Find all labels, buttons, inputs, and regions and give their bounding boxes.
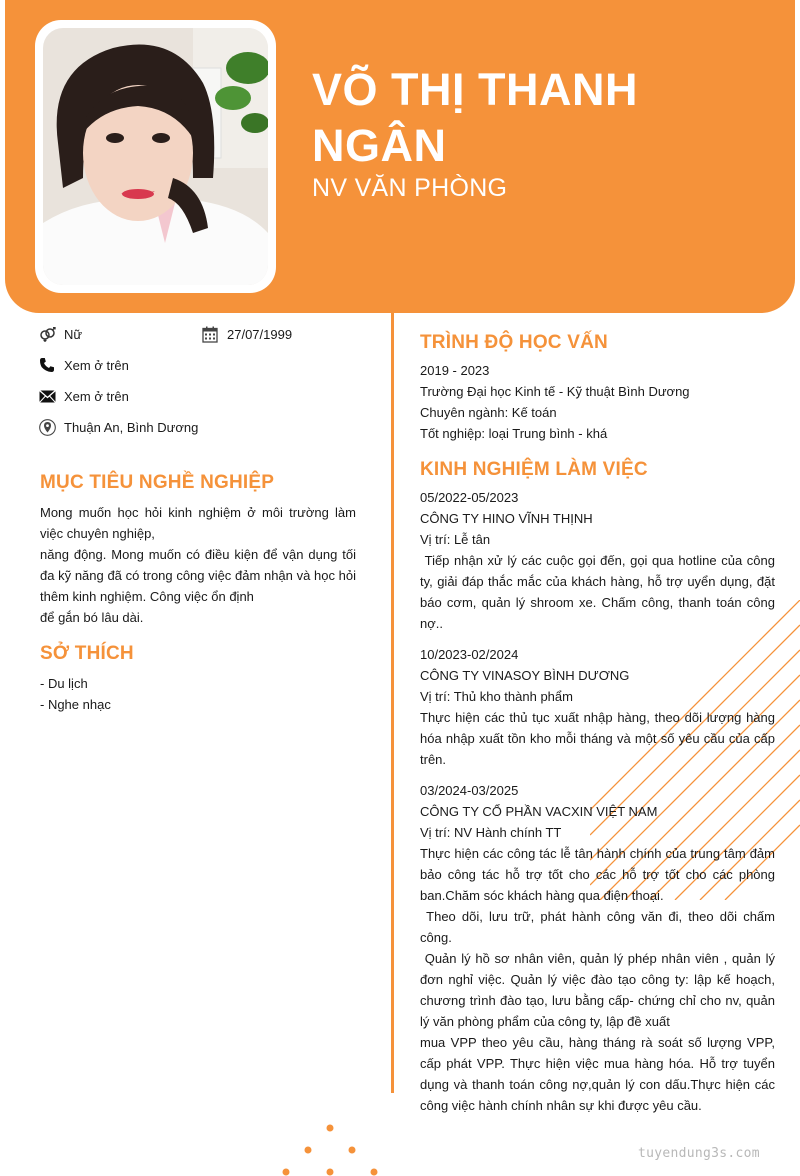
watermark: tuyendung3s.com xyxy=(638,1146,760,1161)
job-detail: Thực hiện các công tác lễ tân hành chính của trung tâm đảm bảo công tác hỗ trợ tốt cho các hỗ trợ tốt cho các phòng ban.Chăm sóc khách hàng qua điện thoại. xyxy=(420,846,779,903)
decorative-dots xyxy=(270,1118,390,1176)
candidate-name xyxy=(312,62,772,174)
phone-value: Xem ở trên xyxy=(64,357,129,373)
experience-title: KINH NGHIỆM LÀM VIỆC xyxy=(420,459,648,480)
profile-photo xyxy=(43,28,268,285)
education-period: 2019 - 2023 xyxy=(420,363,490,378)
name-line-2: NGÂN xyxy=(312,120,447,171)
email-icon xyxy=(38,387,56,405)
hobby-item: - Du lịch xyxy=(40,676,88,691)
job-entry xyxy=(420,780,779,1116)
name-line-1: VÕ THỊ THANH xyxy=(312,64,638,115)
phone-icon xyxy=(38,356,56,374)
job-period: 10/2023-02/2024 xyxy=(420,647,519,662)
education-major: Chuyên ngành: Kế toán xyxy=(420,405,557,420)
profile-photo-frame xyxy=(35,20,276,293)
birthday-row xyxy=(201,325,292,343)
job-period: 05/2022-05/2023 xyxy=(420,490,519,505)
education-graduation: Tốt nghiệp: loại Trung bình - khá xyxy=(420,426,608,441)
job-position: Vị trí: NV Hành chính TT xyxy=(420,825,562,840)
job-detail: mua VPP theo yêu cầu, hàng tháng rà soát số lượng VPP, cấp phát VPP. Thực hiện việc mua hàng hóa. Hỗ trợ tuyển dụng và thanh toán công nợ,quản lý con dấu.Thực hiện các công việc hành chính nhân sự khi được yêu cầu. xyxy=(420,1035,779,1113)
job-title: NV VĂN PHÒNG xyxy=(312,174,508,202)
objective-line: Mong muốn học hỏi kinh nghiệm ở môi trường làm việc chuyên nghiệp, xyxy=(40,505,356,541)
objective-text xyxy=(40,502,356,628)
gender-value: Nữ xyxy=(64,326,83,342)
objective-title: MỤC TIÊU NGHỀ NGHIỆP xyxy=(40,472,275,493)
education-block xyxy=(420,360,775,444)
address-row xyxy=(38,418,198,436)
location-pin-icon xyxy=(38,418,56,436)
job-detail: Tiếp nhận xử lý các cuộc gọi đến, gọi qua hotline của công ty, giải đáp thắc mắc của khách hàng, hỗ trợ uyển dụng, đặt báo cơm, quản lý shroom xe. Chấm công, thanh toán công nợ.. xyxy=(420,553,779,631)
column-divider xyxy=(391,313,394,1093)
job-period: 03/2024-03/2025 xyxy=(420,783,519,798)
phone-row xyxy=(38,356,129,374)
job-company: CÔNG TY HINO VĨNH THỊNH xyxy=(420,511,593,526)
gender-icon xyxy=(38,325,56,343)
email-row xyxy=(38,387,129,405)
education-title: TRÌNH ĐỘ HỌC VẤN xyxy=(420,332,608,353)
birthday-value: 27/07/1999 xyxy=(227,326,293,342)
objective-line: để gắn bó lâu dài. xyxy=(40,610,144,625)
job-position: Vị trí: Lễ tân xyxy=(420,532,491,547)
job-company: CÔNG TY CỔ PHẦN VACXIN VIỆT NAM xyxy=(420,804,658,819)
address-value: Thuận An, Bình Dương xyxy=(64,419,199,435)
job-position: Vị trí: Thủ kho thành phẩm xyxy=(420,689,573,704)
job-entry xyxy=(420,487,779,634)
calendar-icon xyxy=(201,325,219,343)
education-school: Trường Đại học Kinh tế - Kỹ thuật Bình Dương xyxy=(420,384,690,399)
hobbies-title: SỞ THÍCH xyxy=(40,643,134,664)
job-detail: Thực hiện các thủ tục xuất nhập hàng, theo dõi lượng hàng hóa nhập xuất tồn kho mỗi tháng và một số yêu cầu của cấp trên. xyxy=(420,710,775,767)
email-value: Xem ở trên xyxy=(64,388,129,404)
job-detail: Quản lý hồ sơ nhân viên, quản lý phép nhân viên , quản lý đơn nghỉ việc. Quản lý việc đào tạo công ty: lập kế hoạch, chương trình đào tạo, lưu bằng cấp- chứng chỉ cho nv, quản lý văn phòng phẩm của công ty, lập đề xuất xyxy=(420,951,779,1029)
job-entry xyxy=(420,644,775,770)
objective-line: năng động. Mong muốn có điều kiện để vận dụng tối đa kỹ năng đã có trong công việc đảm nhận và học hỏi thêm kinh nghiệm. Công việc ổn định xyxy=(40,547,356,604)
hobby-item: - Nghe nhạc xyxy=(40,697,111,712)
job-detail: Theo dõi, lưu trữ, phát hành công văn đi, theo dõi chấm công. xyxy=(420,909,779,945)
job-company: CÔNG TY VINASOY BÌNH DƯƠNG xyxy=(420,668,630,683)
gender-row xyxy=(38,325,82,343)
